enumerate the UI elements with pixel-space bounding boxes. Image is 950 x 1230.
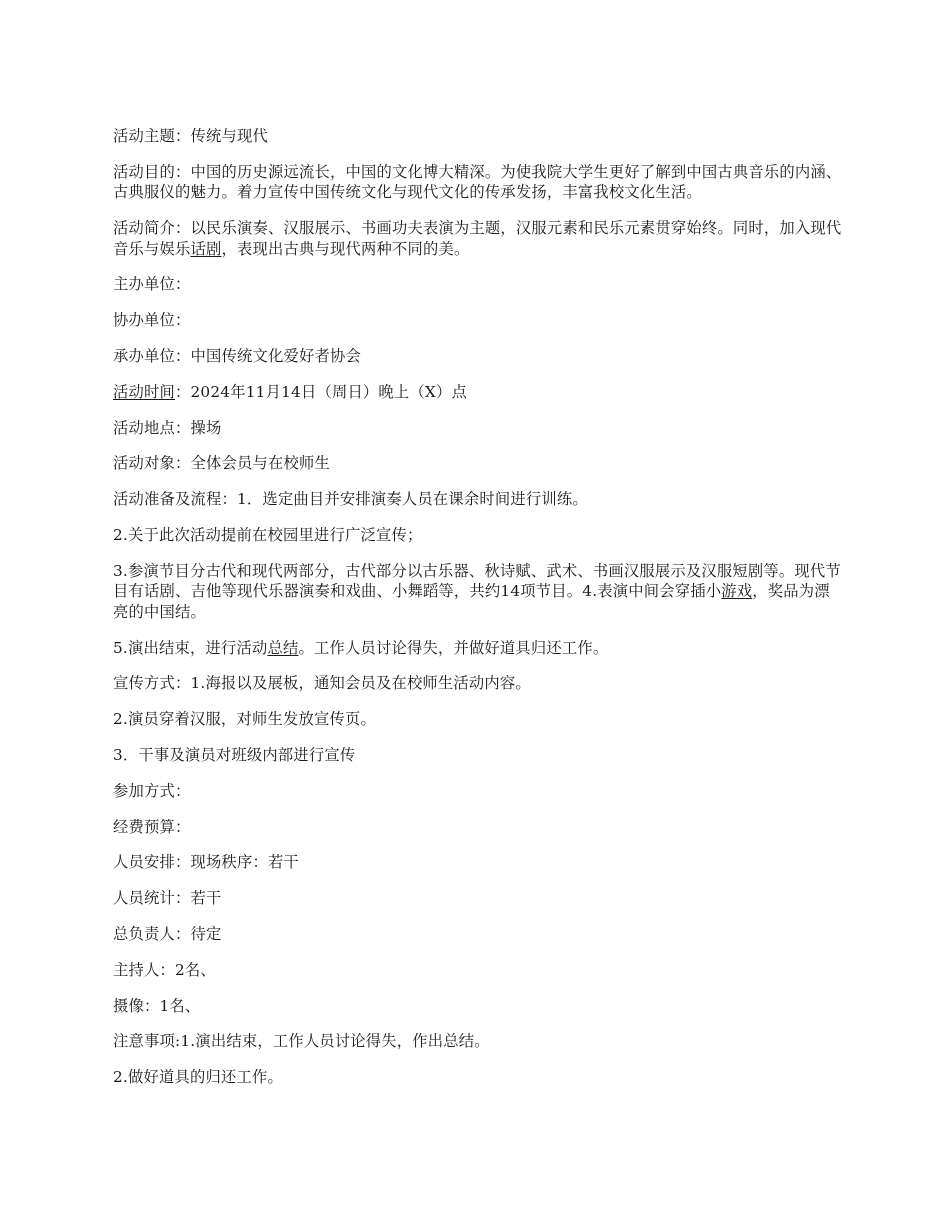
text-segment: 2.关于此次活动提前在校园里进行广泛宣传； — [113, 525, 423, 544]
text-segment: 注意事项:1.演出结束，工作人员讨论得失，作出总结。 — [113, 1032, 490, 1051]
text-segment: ：2024年11月14日（周日）晚上（X）点 — [175, 382, 468, 401]
text-segment: 参加方式： — [113, 781, 191, 800]
paragraph-purpose — [113, 162, 843, 203]
text-segment: 人员安排：现场秩序：若干 — [113, 853, 299, 872]
paragraph-lead — [113, 924, 843, 945]
text-segment: 3.参演节目分古代和现代两部分，古代部分以古乐器、秋诗赋、武术、书画汉服展示及汉服短剧等。现代节目有话剧、吉他等现代乐器演奏和戏曲、小舞蹈等，共约14项节目。4.表演中间会穿插小 — [113, 561, 841, 601]
text-segment: 活动地点：操场 — [113, 418, 222, 437]
document-page — [113, 126, 843, 1103]
paragraph-step-3 — [113, 561, 843, 623]
paragraph-camera — [113, 996, 843, 1017]
paragraph-publicity-3 — [113, 745, 843, 766]
paragraph-participation — [113, 781, 843, 802]
text-segment: 摄像：1名、 — [113, 996, 201, 1015]
text-segment: 人员统计：若干 — [113, 889, 222, 908]
paragraph-budget — [113, 817, 843, 838]
paragraph-step-2 — [113, 525, 843, 546]
paragraph-location — [113, 418, 843, 439]
paragraph-host-mc — [113, 960, 843, 981]
text-segment: 2.做好道具的归还工作。 — [113, 1068, 283, 1087]
underlined-term: 话剧 — [190, 239, 222, 258]
paragraph-preparation — [113, 489, 843, 510]
text-segment: 活动简介：以民乐演奏、汉服展示、书画功夫表演为主题，汉服元素和民乐元素贯穿始终。同时，加入现代音乐与娱乐 — [113, 219, 842, 258]
text-segment: 活动主题：传统与现代 — [113, 127, 268, 145]
paragraph-time — [113, 382, 843, 403]
text-segment: 5.演出结束，进行活动 — [113, 638, 268, 657]
text-segment: 主持人：2名、 — [113, 960, 216, 979]
text-segment: 宣传方式：1.海报以及展板，通知会员及在校师生活动内容。 — [113, 674, 531, 693]
text-segment: ，奖品为漂亮的中国结。 — [113, 582, 830, 621]
paragraph-audience — [113, 453, 843, 474]
text-segment: 经费预算： — [113, 817, 191, 836]
text-segment: 总负责人：待定 — [113, 924, 222, 943]
text-segment: 。工作人员讨论得失，并做好道具归还工作。 — [298, 638, 609, 657]
paragraph-introduction — [113, 218, 843, 259]
text-segment: 活动目的：中国的历史源远流长，中国的文化博大精深。为使我院大学生更好了解到中国古典音乐的内涵、古典服仪的魅力。着力宣传中国传统文化与现代文化的传承发扬，丰富我校文化生活。 — [113, 162, 842, 202]
text-segment: 2.演员穿着汉服，对师生发放宣传页。 — [113, 710, 376, 729]
text-segment: 活动准备及流程：1．选定曲目并安排演奏人员在课余时间进行训练。 — [113, 490, 588, 509]
paragraph-host — [113, 274, 843, 295]
paragraph-staffing — [113, 852, 843, 873]
paragraph-notes-2 — [113, 1067, 843, 1088]
underlined-term: 活动时间 — [113, 382, 175, 401]
underlined-term: 游戏 — [721, 582, 753, 601]
text-segment: 活动对象：全体会员与在校师生 — [113, 454, 330, 473]
paragraph-publicity-2 — [113, 709, 843, 730]
paragraph-publicity — [113, 673, 843, 694]
text-segment: 承办单位：中国传统文化爱好者协会 — [113, 346, 361, 365]
paragraph-organizer — [113, 346, 843, 367]
paragraph-co-organizer — [113, 310, 843, 331]
text-segment: 协办单位： — [113, 311, 191, 330]
paragraph-headcount — [113, 888, 843, 909]
text-segment: 主办单位： — [113, 275, 191, 294]
paragraph-step-5 — [113, 638, 843, 659]
text-segment: ，表现出古典与现代两种不同的美。 — [221, 239, 470, 258]
text-segment: 3．干事及演员对班级内部进行宣传 — [113, 745, 356, 764]
paragraph-notes — [113, 1031, 843, 1052]
paragraph-theme — [113, 126, 843, 147]
underlined-term: 总结 — [267, 638, 299, 657]
